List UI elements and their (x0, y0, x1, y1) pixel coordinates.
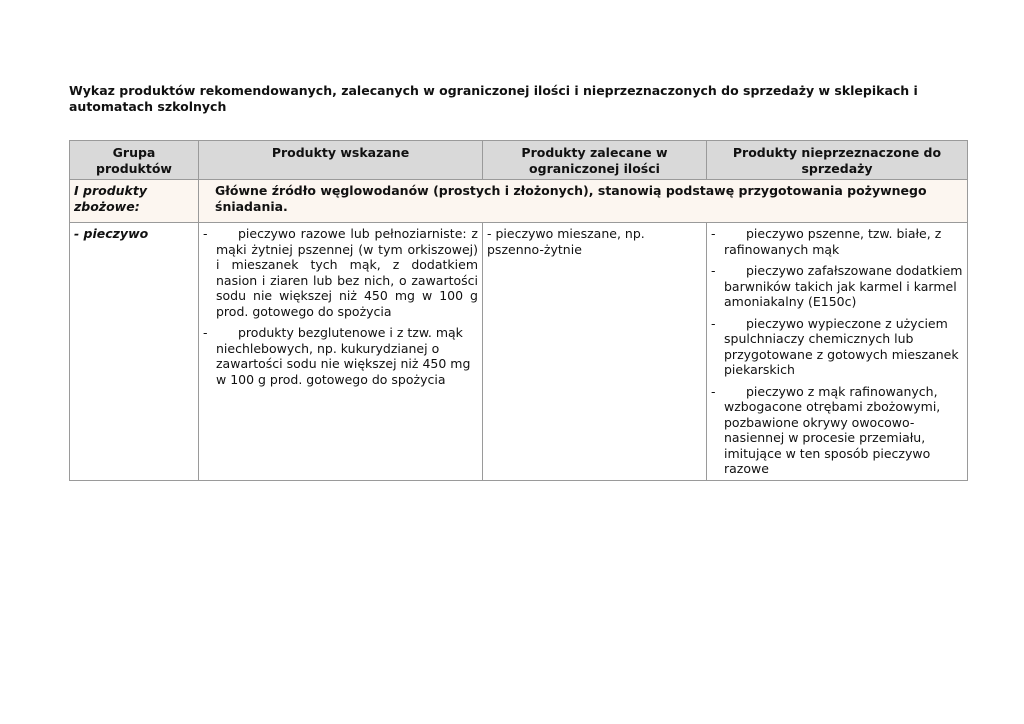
list-item (711, 226, 963, 257)
list-item-text: produkty bezglutenowe i z tzw. mąk niechlebowych, np. kukurydzianej o zawartości sodu nie większej niż 450 mg w 100 g prod. gotowego do spożycia (216, 325, 471, 387)
list-item-text: pieczywo zafałszowane dodatkiem barwników takich jak karmel i karmel amoniakalny (E150c) (724, 263, 963, 309)
row-category-name: - pieczywo (70, 223, 199, 481)
products-table (69, 140, 968, 481)
bullet-dash: - (711, 315, 716, 331)
table-row (70, 223, 968, 481)
table-header-row (70, 141, 968, 180)
bullet-dash: - (711, 226, 716, 241)
group-name: I produkty zbożowe: (70, 180, 199, 223)
header-limited-products: Produkty zalecane w ograniczonej ilości (483, 141, 707, 180)
bullet-dash: - (711, 263, 716, 278)
list-item (711, 384, 963, 477)
indicated-list (203, 226, 478, 387)
list-item-text: pieczywo razowe lub pełnoziarniste: z mąki żytniej pszennej (w tym orkiszowej) i mieszanek tych mąk, z dodatkiem nasion i ziaren lub bez nich, o zawartości sodu nie większej niż 450 mg w 100 g prod. gotowego do spożycia (216, 226, 478, 319)
group-description: Główne źródło węglowodanów (prostych i złożonych), stanowią podstawę przygotowania pożywnego śniadania. (199, 180, 968, 223)
limited-products-cell: - pieczywo mieszane, np. pszenno-żytnie (483, 223, 707, 481)
list-item (711, 316, 963, 378)
header-product-group: Grupa produktów (70, 141, 199, 180)
indicated-products-cell (199, 223, 483, 481)
group-row (70, 180, 968, 223)
list-item (711, 263, 963, 310)
list-item-text: pieczywo wypieczone z użyciem spulchniaczy chemicznych lub przygotowane z gotowych mieszanek piekarskich (724, 315, 959, 377)
list-item-text: pieczywo z mąk rafinowanych, wzbogacone otrębami zbożowymi, pozbawione okrywy owocowo-nasiennej w procesie przemiału, imitujące w ten sposób pieczywo razowe (724, 383, 941, 476)
list-item (203, 325, 478, 387)
document-title: Wykaz produktów rekomendowanych, zalecanych w ograniczonej ilości i nieprzeznaczonych do sprzedaży w sklepikach i automatach szkolnych (69, 83, 918, 114)
bullet-dash: - (203, 325, 208, 340)
bullet-dash: - (203, 226, 208, 241)
not-allowed-products-cell (707, 223, 968, 481)
bullet-dash: - (711, 383, 716, 399)
header-not-allowed-products: Produkty nieprzeznaczone do sprzedaży (707, 141, 968, 180)
list-item-text: pieczywo pszenne, tzw. białe, z rafinowanych mąk (724, 226, 942, 257)
not-allowed-list (711, 226, 963, 477)
list-item (203, 226, 478, 319)
header-indicated-products: Produkty wskazane (199, 141, 483, 180)
